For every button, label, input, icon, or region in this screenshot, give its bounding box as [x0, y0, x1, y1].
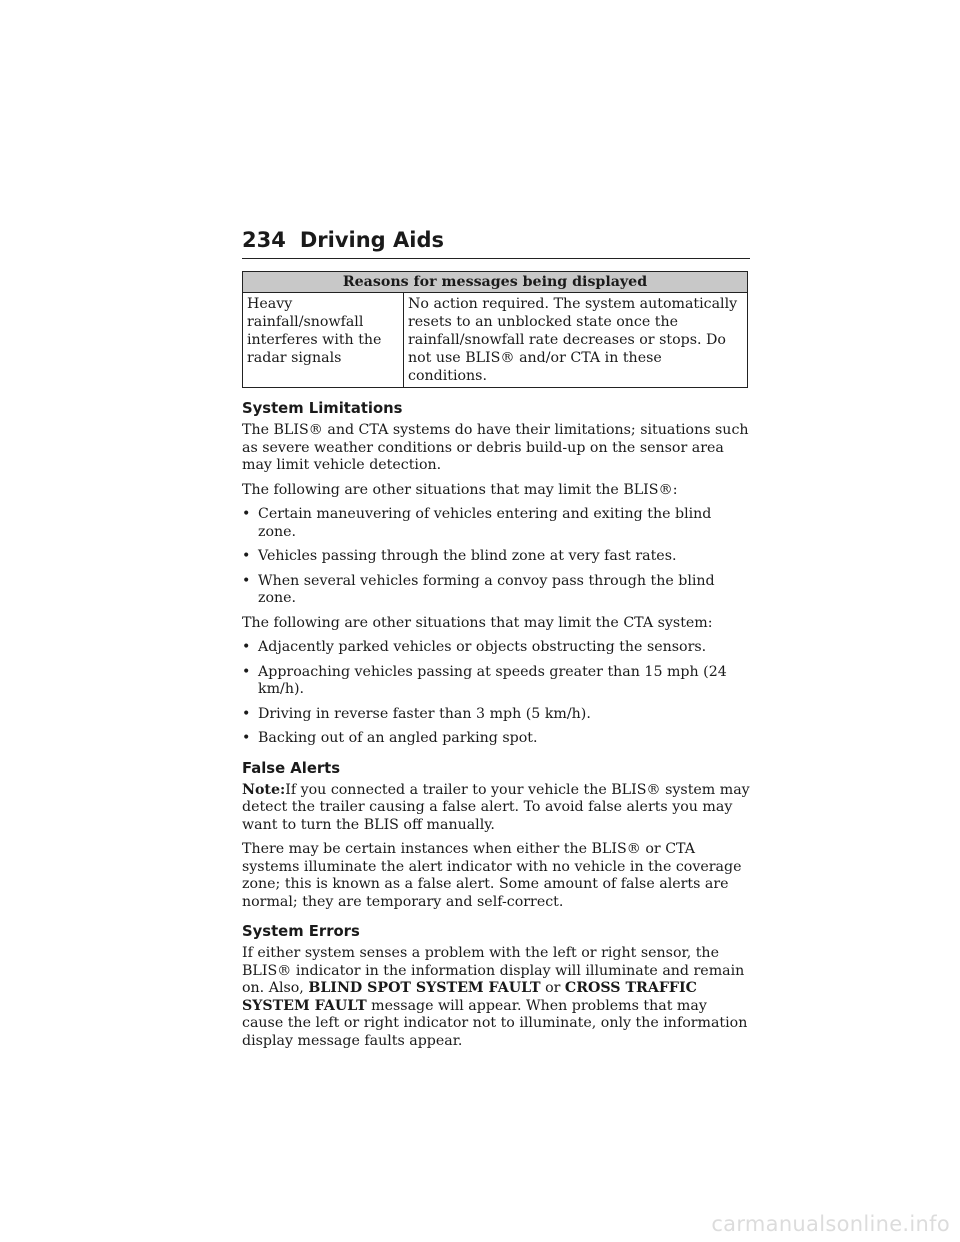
system-limitations-heading: System Limitations — [242, 400, 403, 417]
reasons-table-heading: Reasons for messages being displayed — [243, 272, 748, 293]
false-alerts-heading: False Alerts — [242, 759, 341, 777]
table-row — [243, 293, 748, 388]
bullet-icon: • — [242, 572, 251, 589]
page-header — [242, 228, 750, 259]
watermark-text: carmanualsonline.info — [711, 1212, 950, 1236]
list-item: • Adjacently parked vehicles or objects obstructing the sensors. — [242, 639, 707, 655]
cta-limits-list — [242, 639, 750, 748]
reasons-table — [242, 271, 748, 388]
bullet-icon: • — [242, 730, 251, 746]
bullet-icon: • — [242, 663, 251, 680]
section-title: Driving Aids — [299, 228, 444, 252]
cta-limits-intro: The following are other situations that may limit the CTA system: — [242, 614, 713, 631]
list-item: • Backing out of an angled parking spot. — [242, 730, 538, 746]
manual-page — [242, 228, 750, 1057]
bullet-icon: • — [242, 506, 251, 522]
limitations-intro: The BLIS® and CTA systems do have their limitations; situations such as severe weather conditions or debris build-up on the sensor area may limit vehicle detection. — [242, 422, 749, 473]
list-item: • When several vehicles forming a convoy pass through the blind zone. — [242, 572, 715, 606]
bullet-icon: • — [242, 705, 251, 722]
table-cell-action: No action required. The system automatically resets to an unblocked state once the rainfall/snowfall rate decreases or stops. Do not use BLIS® and/or CTA in these conditions. — [404, 293, 748, 388]
blis-limits-list — [242, 506, 750, 608]
false-alerts-note — [242, 782, 750, 835]
table-cell-cause: Heavy rainfall/snowfall interferes with the radar signals — [243, 293, 404, 388]
blis-limits-intro: The following are other situations that may limit the BLIS®: — [242, 481, 678, 498]
bullet-icon: • — [242, 639, 251, 655]
list-item: • Vehicles passing through the blind zone at very fast rates. — [242, 548, 677, 564]
bullet-icon: • — [242, 548, 251, 564]
list-item: • Driving in reverse faster than 3 mph (5 km/h). — [242, 705, 591, 722]
list-item: • Certain maneuvering of vehicles entering and exiting the blind zone. — [242, 506, 712, 540]
fault-message-blind-spot: BLIND SPOT SYSTEM FAULT — [308, 980, 541, 996]
system-errors-heading: System Errors — [242, 923, 360, 940]
page-number: 234 — [242, 228, 286, 252]
note-label: Note: — [242, 781, 286, 798]
fault-message-cross-traffic: CROSS TRAFFIC SYSTEM FAULT — [242, 980, 697, 1014]
system-errors-paragraph: If either system senses a problem with the left or right sensor, the BLIS® indicator in the information display will illuminate and remain on. Also, BLIND SPOT SYSTEM FAULT or CROSS TRAFFIC SYSTEM FAULT message will appear. When problems that may cause the left or right indicator not to illuminate, only the information display message faults appear. — [242, 945, 748, 1049]
false-alerts-paragraph: There may be certain instances when either the BLIS® or CTA systems illuminate the alert indicator with no vehicle in the coverage zone; this is known as a false alert. Some amount of false alerts are normal; they are temporary and self-correct. — [242, 841, 742, 910]
note-text: If you connected a trailer to your vehicle the BLIS® system may detect the trailer causing a false alert. To avoid false alerts you may want to turn the BLIS off manually. — [242, 781, 750, 833]
list-item: • Approaching vehicles passing at speeds greater than 15 mph (24 km/h). — [242, 663, 727, 697]
